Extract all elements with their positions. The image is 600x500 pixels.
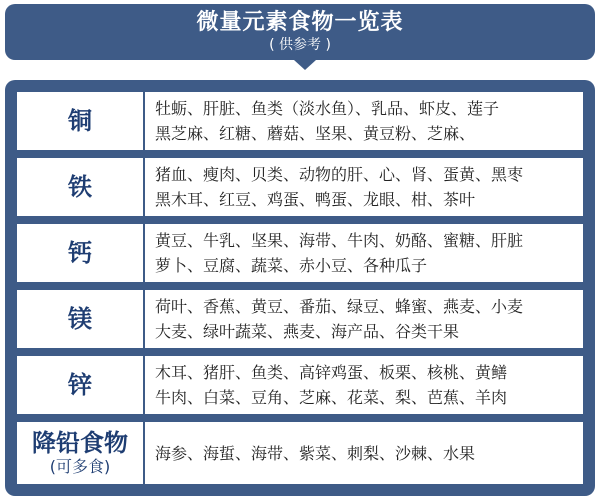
table-row-zinc (17, 356, 583, 414)
category-note: (可多食) (49, 457, 111, 476)
food-line: 黑木耳、红豆、鸡蛋、鸭蛋、龙眼、柑、茶叶 (155, 190, 476, 209)
row-label-lead-reducing (17, 422, 145, 484)
header-pointer-arrow (294, 60, 316, 70)
table-row-iron (17, 158, 583, 216)
food-line: 海参、海蜇、海带、紫菜、刺梨、沙棘、水果 (155, 443, 476, 463)
food-line: 猪血、瘦肉、贝类、动物的肝、心、肾、蛋黄、黑枣 (155, 165, 524, 184)
food-line: 黄豆、牛乳、坚果、海带、牛肉、奶酪、蜜糖、肝脏 (155, 231, 524, 250)
food-table (5, 80, 595, 496)
row-foods-zinc (155, 356, 575, 414)
table-header (5, 4, 595, 60)
table-row-copper (17, 92, 583, 150)
element-name: 锌 (68, 371, 92, 399)
page-title: 微量元素食物一览表 (196, 10, 404, 35)
category-name: 降铅食物 (32, 429, 128, 457)
row-label-iron (17, 158, 145, 216)
element-name: 镁 (68, 305, 92, 333)
element-name: 钙 (68, 239, 92, 267)
table-row-magnesium (17, 290, 583, 348)
food-line: 木耳、猪肝、鱼类、高锌鸡蛋、板栗、核桃、黄鳝 (155, 363, 508, 382)
row-foods-magnesium (155, 290, 575, 348)
food-line: 萝卜、豆腐、蔬菜、赤小豆、各种瓜子 (155, 256, 428, 275)
food-line: 牛肉、白菜、豆角、芝麻、花菜、梨、芭蕉、羊肉 (155, 388, 508, 407)
food-line: 大麦、绿叶蔬菜、燕麦、海产品、谷类干果 (155, 322, 460, 341)
page-subtitle: ( 供参考 ) (269, 37, 331, 53)
row-label-copper (17, 92, 145, 150)
row-foods-copper (155, 92, 575, 150)
row-label-calcium (17, 224, 145, 282)
food-line: 荷叶、香蕉、黄豆、番茄、绿豆、蜂蜜、燕麦、小麦 (155, 297, 524, 316)
table-row-calcium (17, 224, 583, 282)
table-row-lead-reducing (17, 422, 583, 484)
row-label-magnesium (17, 290, 145, 348)
row-foods-calcium (155, 224, 575, 282)
element-name: 铁 (68, 173, 92, 201)
row-foods-iron (155, 158, 575, 216)
element-name: 铜 (68, 107, 92, 135)
row-foods-lead-reducing (155, 422, 575, 484)
food-line: 黑芝麻、红糖、蘑菇、坚果、黄豆粉、芝麻、 (155, 124, 476, 143)
row-label-zinc (17, 356, 145, 414)
food-line: 牡蛎、肝脏、鱼类（淡水鱼）、乳品、虾皮、莲子 (155, 99, 500, 118)
